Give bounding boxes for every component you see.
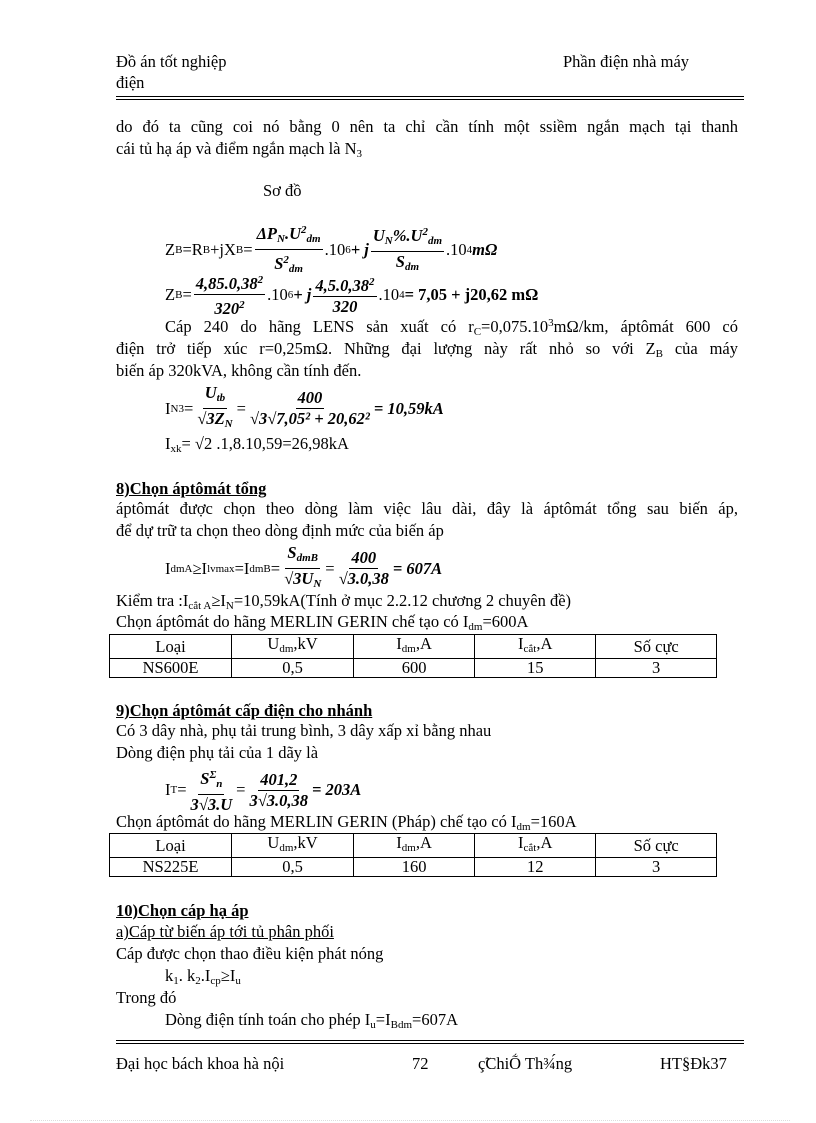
- section-8-title: 8)Chọn áptômát tổng: [116, 479, 267, 498]
- cell-idm: 160: [353, 858, 474, 877]
- col-udm: $U_{dm},kV$: [232, 834, 354, 858]
- header-rule-2: [116, 99, 744, 100]
- table-row: [110, 858, 717, 877]
- cell-loai: NS225E: [110, 858, 232, 877]
- col-loai: Loại: [110, 834, 232, 858]
- header-rule: [116, 96, 744, 97]
- table-header-row: [110, 834, 717, 858]
- col-udm: $U_{dm},kV$: [232, 635, 354, 659]
- s9-line1: Có 3 dây nhà, phụ tải trung bình, 3 dây xấp xỉ bằng nhau: [116, 721, 492, 740]
- s8-table: [109, 634, 717, 678]
- s9-choose: Chọn áptômát do hãng MERLIN GERIN (Pháp) chế tạo có $I_{dm}=160A$: [116, 812, 577, 833]
- cell-socuc: 3: [596, 858, 717, 877]
- col-socuc: Số cực: [596, 834, 717, 858]
- header-right: Phần điện nhà máy: [563, 52, 690, 71]
- in3-formula: I N3 = $\frac{U_{tb}}{√3Z_N}$ = $\frac{400}{\text{√3√7,05² + 20,62²}}$ = 10,59kA: [165, 383, 444, 430]
- cable-line2: điện trở tiếp xúc r=0,25mΩ. Những đại lượng này rất nhỏ so với $Z_B$ của máy: [116, 339, 738, 360]
- col-socuc: Số cực: [596, 635, 717, 659]
- s8-line2: để dự trữ ta chọn theo dòng định mức của biến áp: [116, 521, 444, 540]
- s8-line1: áptômát được chọn theo dòng làm việc lâu dài, đây là áptômát tổng sau biến áp,: [116, 499, 738, 518]
- s9-formula: I T = $\frac{S^\Sigma_n}{3√3.U}$ = $\frac{401,2}{3√3.0,38}$ = 203A: [165, 765, 361, 815]
- col-icat: $I_{cắt},A$: [475, 834, 596, 858]
- intro-line2: cái tủ hạ áp và điểm ngắn mạch là $N_3$: [116, 139, 363, 160]
- cell-icat: 12: [475, 858, 596, 877]
- cable-line3: biến áp 320kVA, không cần tính đến.: [116, 361, 362, 380]
- section-10-title: 10)Chọn cáp hạ áp: [116, 901, 249, 920]
- cell-socuc: 3: [596, 659, 717, 678]
- cell-udm: 0,5: [232, 659, 354, 678]
- footer-left: Đại học bách khoa hà nội: [116, 1054, 285, 1073]
- s8-check: Kiểm tra $:I_{cắt A}\ge I_N=10,59kA(Tính$ ở mục 2.2.12 chương 2 chuyên đề): [116, 591, 572, 612]
- cell-idm: 600: [353, 659, 474, 678]
- zb-formula-2: Z B = $\frac{4,85.0,38^2}{320^2}$ .10 6 + j $\frac{4,5.0,38^2}{320}$ .10 4 = 7,05 + j20,62 mΩ: [165, 270, 538, 319]
- header-left-line2: điện: [116, 73, 145, 92]
- cell-loai: NS600E: [110, 659, 232, 678]
- so-do-label: Sơ đồ: [263, 181, 302, 200]
- page-bottom-edge: [30, 1120, 790, 1121]
- table-row: [110, 659, 717, 678]
- footer-middle: ç̃ChiṌ Th¾́ng: [478, 1054, 573, 1073]
- s10-formula: $k_1$. $k_2.I_{cp}\ge I_u$: [165, 966, 241, 987]
- s8-choose: Chọn áptômát do hãng MERLIN GERIN chế tạo có $I_{dm}=600A$: [116, 612, 529, 633]
- cable-line1: Cáp 240 do hãng LENS sản xuất có $r_C=0,075.10^3m\Omega/km$, áptômát 600 có: [165, 317, 738, 338]
- table-header-row: [110, 635, 717, 659]
- section-9-title: 9)Chọn áptômát cấp điện cho nhánh: [116, 701, 373, 720]
- intro-line1: do đó ta cũng coi nó bằng 0 nên ta chỉ cần tính một ssiềm ngắn mạch tại thanh: [116, 117, 738, 136]
- footer-rule: [116, 1040, 744, 1041]
- s10-line1: Cáp được chọn thao điều kiện phát nóng: [116, 944, 384, 963]
- col-loai: Loại: [110, 635, 232, 659]
- s9-table: [109, 833, 717, 877]
- cell-icat: 15: [475, 659, 596, 678]
- footer-rule-2: [116, 1043, 744, 1044]
- zb-formula-1: Z B =R B +jX B = $\frac{\Delta P_N.U^2_{dm}}{S^2_{dm}}$ .10 6 + j $\frac{U_N\%.U^2_{dm}}{S_{dm}}$ .10 4 mΩ: [165, 220, 497, 279]
- header-left-line1: Đồ án tốt nghiệp: [116, 52, 227, 71]
- page-number: 72: [412, 1054, 429, 1073]
- cell-udm: 0,5: [232, 858, 354, 877]
- s8-formula: I dmA ≥I lvmax =I dmB = $\frac{S_{dmB}}{√3U_N}$ = $\frac{400}{√3.0,38}$ = 607A: [165, 543, 443, 590]
- ixk-formula: $I_{xk}= √2$ .1,8.10,59=26,98kA: [165, 434, 349, 455]
- col-idm: $I_{dm},A$: [353, 834, 474, 858]
- s10-subsection-a: a)Cáp từ biến áp tới tủ phân phối: [116, 922, 334, 941]
- s10-trong-do: Trong đó: [116, 988, 177, 1007]
- s10-line2: Dòng điện tính toán cho phép $I_u=I_{Bdm}=607A$: [165, 1010, 458, 1031]
- s9-line2: Dòng điện phụ tải của 1 dãy là: [116, 743, 319, 762]
- col-idm: $I_{dm},A$: [353, 635, 474, 659]
- footer-right: HT§Đk37: [660, 1054, 727, 1073]
- col-icat: $I_{cắt},A$: [475, 635, 596, 659]
